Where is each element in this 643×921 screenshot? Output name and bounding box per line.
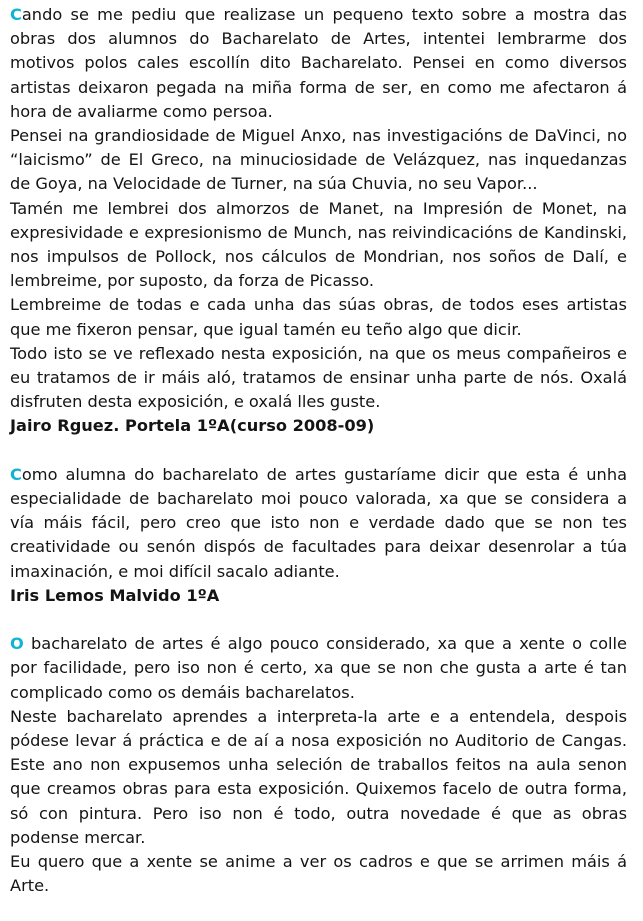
author-signature: Jairo Rguez. Portela 1ºA(curso 2008-09) bbox=[10, 416, 375, 436]
section-spacer bbox=[10, 608, 627, 632]
drop-cap: C bbox=[10, 5, 22, 24]
section-spacer bbox=[10, 439, 627, 463]
text-section bbox=[10, 3, 627, 439]
paragraph: Eu quero que a xente se anime a ver os cadros e que se arrimen máis á Arte. bbox=[10, 852, 627, 896]
author-signature: Iris Lemos Malvido 1ºA bbox=[10, 585, 220, 605]
paragraph: Lembreime de todas e cada unha das súas obras, de todos eses artistas que me fixeron pensar, que igual tamén eu teño algo que dicir. bbox=[10, 295, 627, 339]
paragraph-text: omo alumna do bacharelato de artes gustaríame dicir que esta é unha especialidade de bacharelato moi pouco valorada, xa que se considera a vía máis fácil, pero creo que isto non e verdade dado que se non tes creatividade ou senón dispós de facultades para deixar desenrolar a túa imaxinación, e moi difícil sacalo adiante. bbox=[10, 464, 627, 581]
paragraph-text: ando se me pediu que realizase un pequeno texto sobre a mostra das obras dos alumnos do Bacharelato de Artes, intentei lembrarme dos motivos polos cales escollín dito Bacharelato. Pensei en como diversos artistas deixaron pegada na miña forma de ser, en como me afectaron á hora de avaliarme como persoa. bbox=[10, 5, 627, 121]
paragraph: Pensei na grandiosidade de Miguel Anxo, nas investigacións de DaVinci, no “laicismo” de El Greco, na minuciosidade de Velázquez, nas inquedanzas de Goya, na Velocidade de Turner, na súa Chuvia, no seu Vapor... bbox=[10, 126, 627, 194]
document-page bbox=[10, 3, 627, 898]
paragraph: Tamén me lembrei dos almorzos de Manet, na Impresión de Monet, na expresividade e expresionismo de Munch, nas reivindicacións de Kandinski, nos impulsos de Pollock, nos cálculos de Mondrian, nos soños de Dalí, e lembreime, por suposto, da forza de Picasso. bbox=[10, 198, 627, 291]
drop-cap: C bbox=[10, 464, 22, 484]
text-section bbox=[10, 632, 627, 898]
paragraph: Neste bacharelato aprendes a interpreta-la arte e a entendela, despois pódese levar á práctica e de aí a nosa exposición no Auditorio de Cangas. Este ano non expusemos unha seleción de traballos feitos na aula senon que creamos obras para esta exposición. Quixemos facelo de outra forma, só con pintura. Pero iso non é todo, outra novedade é que as obras podense mercar. bbox=[10, 706, 627, 847]
text-section bbox=[10, 463, 627, 608]
drop-cap: O bbox=[10, 634, 24, 654]
paragraph bbox=[10, 632, 627, 705]
paragraph-text: bacharelato de artes é algo pouco considerado, xa que a xente o colle por facilidade, pero iso non é certo, xa que se non che gusta a arte é tan complicado como os demáis bacharelatos. bbox=[10, 634, 627, 702]
paragraph bbox=[10, 463, 627, 584]
paragraph: Todo isto se ve reflexado nesta exposición, na que os meus compañeiros e eu tratamos de ir máis aló, tratamos de ensinar unha parte de nós. Oxalá disfruten desta exposición, e oxalá lles guste. bbox=[10, 343, 627, 412]
paragraph bbox=[10, 3, 627, 124]
